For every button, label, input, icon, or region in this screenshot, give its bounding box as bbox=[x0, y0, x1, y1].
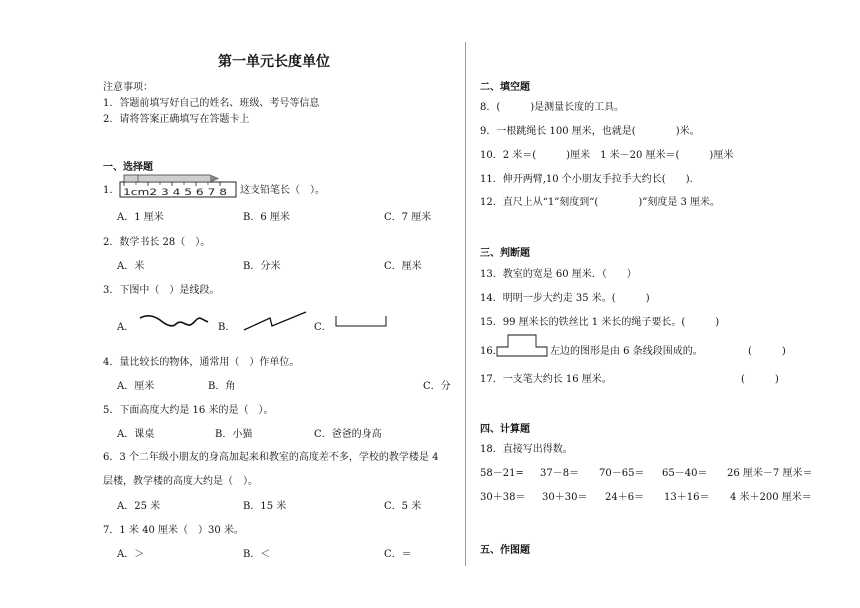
answer-paren: ( ) bbox=[748, 346, 786, 357]
question-text: 12．直尺上从“1”刻度到“( )”刻度是 3 厘米。 bbox=[480, 197, 721, 208]
option-a: A．厘米 bbox=[117, 381, 155, 392]
section-heading-draw: 五、作图题 bbox=[480, 545, 530, 556]
ruler-pencil-drawing bbox=[118, 172, 238, 198]
page-title: 第一单元长度单位 bbox=[218, 54, 330, 70]
calc-item: 30＋38＝ bbox=[480, 492, 526, 503]
question-text: 2．数学书长 28（ ）。 bbox=[103, 237, 211, 248]
question-text: 14．明明一步大约走 35 米。( ) bbox=[480, 293, 650, 304]
polyline-shape bbox=[242, 310, 308, 332]
option-b: B．＜ bbox=[243, 549, 271, 560]
option-b: B． bbox=[218, 322, 236, 333]
calc-item: 26 厘米－7 厘米＝ bbox=[727, 468, 813, 479]
option-a: A．＞ bbox=[117, 549, 145, 560]
question-text: 15．99 厘米长的铁丝比 1 米长的绳子要长。( ) bbox=[480, 317, 720, 328]
segment-shape bbox=[334, 314, 388, 328]
question-number: 1． bbox=[103, 185, 120, 196]
calc-item: 58－21= bbox=[480, 468, 524, 479]
calc-item: 65－40＝ bbox=[662, 468, 708, 479]
option-a: A．1 厘米 bbox=[117, 212, 164, 223]
question-text: 11．伸开两臂,10 个小朋友手拉手大约长( ). bbox=[480, 174, 693, 185]
option-c: C．爸爸的身高 bbox=[314, 429, 382, 440]
step-shape bbox=[496, 333, 548, 357]
option-c: C．厘米 bbox=[384, 261, 422, 272]
question-text: 6．3 个二年级小朋友的身高加起来和教室的高度差不多，学校的教学楼是 4 bbox=[103, 452, 439, 463]
section-heading-choice: 一、选择题 bbox=[103, 162, 153, 173]
calc-item: 24＋6＝ bbox=[605, 492, 645, 503]
section-heading-fill: 二、填空题 bbox=[480, 82, 530, 93]
calc-item: 13＋16＝ bbox=[664, 492, 710, 503]
question-text: 5．下面高度大约是 16 米的是（ ）。 bbox=[103, 405, 274, 416]
question-text: 17．一支笔大约长 16 厘米。 bbox=[480, 374, 612, 385]
section-heading-judge: 三、判断题 bbox=[480, 248, 530, 259]
question-text: 4．量比较长的物体，通常用（ ）作单位。 bbox=[103, 357, 300, 368]
option-b: B．15 米 bbox=[243, 501, 287, 512]
option-c: C．＝ bbox=[384, 549, 412, 560]
option-c: C．5 米 bbox=[384, 501, 422, 512]
option-c: C．7 厘米 bbox=[384, 212, 432, 223]
question-text: 层楼，教学楼的高度大约是（ ）。 bbox=[103, 476, 258, 487]
option-b: B．小猫 bbox=[215, 429, 253, 440]
question-text: 这支铅笔长（ ）。 bbox=[240, 185, 325, 196]
ruler-label: 1cm2 3 4 5 6 7 8 bbox=[123, 188, 227, 198]
question-text: 3．下图中（ ）是线段。 bbox=[103, 285, 220, 296]
option-b: B．6 厘米 bbox=[243, 212, 290, 223]
question-number: 16． bbox=[480, 346, 503, 357]
calc-item: 70－65＝ bbox=[599, 468, 645, 479]
calc-item: 4 米＋200 厘米＝ bbox=[730, 492, 812, 503]
answer-paren: ( ) bbox=[741, 374, 779, 385]
notice-title: 注意事项： bbox=[103, 82, 153, 93]
option-b: B．分米 bbox=[243, 261, 281, 272]
question-text: 9．一根跳绳长 100 厘米，也就是( )米。 bbox=[480, 126, 700, 137]
curve-line-shape bbox=[138, 312, 210, 332]
question-text: 7．1 米 40 厘米（ ）30 米。 bbox=[103, 525, 244, 536]
question-text: 10．2 米＝( )厘米 1 米－20 厘米＝( )厘米 bbox=[480, 150, 734, 161]
calc-item: 30＋30＝ bbox=[542, 492, 588, 503]
ruler-pencil-image bbox=[118, 172, 238, 198]
option-a: A． bbox=[117, 322, 135, 333]
option-c: C． bbox=[314, 322, 332, 333]
question-text: 8．( )是测量长度的工具。 bbox=[480, 102, 625, 113]
question-text: 13．教室的宽是 60 厘米．（ ） bbox=[480, 269, 637, 280]
section-heading-calc: 四、计算题 bbox=[480, 424, 530, 435]
option-c: C．分 bbox=[423, 381, 451, 392]
option-a: A．25 米 bbox=[117, 501, 161, 512]
option-a: A．米 bbox=[117, 261, 145, 272]
option-b: B．角 bbox=[208, 381, 236, 392]
column-divider bbox=[465, 42, 466, 566]
option-a: A．课桌 bbox=[117, 429, 155, 440]
calc-item: 37－8＝ bbox=[540, 468, 580, 479]
question-text: 18．直接写出得数。 bbox=[480, 444, 573, 455]
notice-item: 1．答题前填写好自己的姓名、班级、考号等信息 bbox=[103, 98, 320, 109]
question-text: 左边的图形是由 6 条线段围成的。 bbox=[550, 346, 703, 357]
notice-item: 2．请将答案正确填写在答题卡上 bbox=[103, 114, 250, 125]
